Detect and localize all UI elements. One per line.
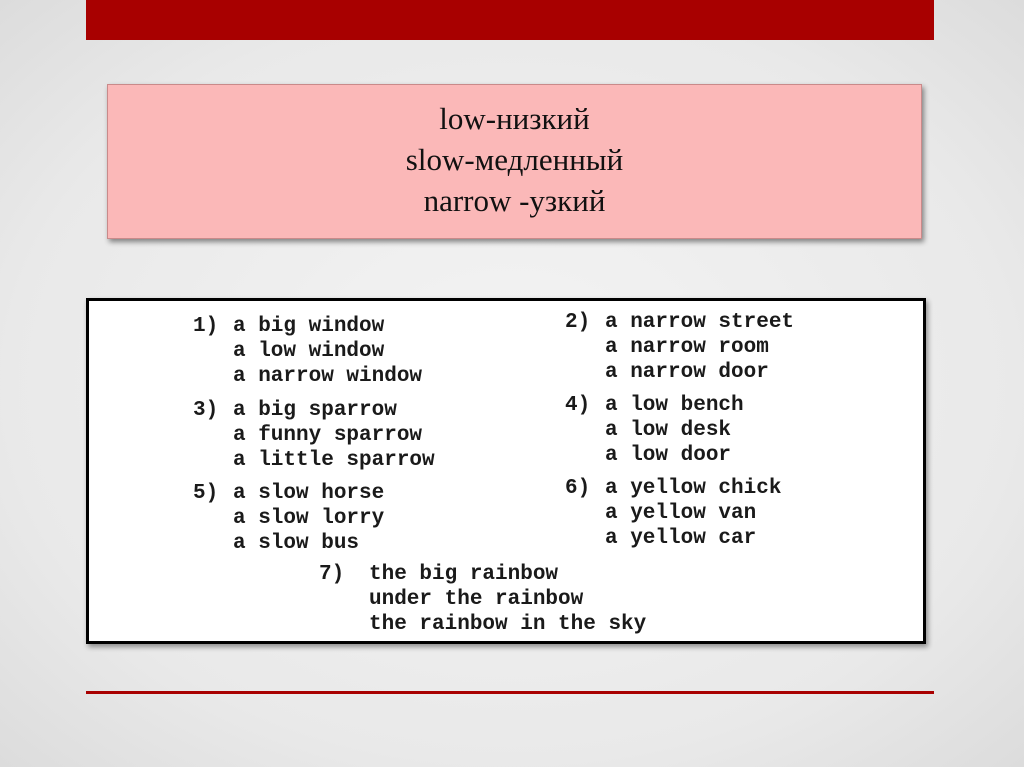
phrase: a big sparrow <box>233 399 397 422</box>
exercise-group-6 <box>565 476 781 551</box>
phrase: a narrow door <box>605 361 769 384</box>
phrase: a funny sparrow <box>233 424 423 447</box>
phrase: the rainbow in the sky <box>369 613 647 636</box>
phrase: a narrow window <box>233 365 423 388</box>
phrase: a slow bus <box>233 532 360 555</box>
phrase: a little sparrow <box>233 449 435 472</box>
group-number: 7) <box>319 563 345 586</box>
group-number: 6) <box>565 477 591 500</box>
group-number: 4) <box>565 394 591 417</box>
exercise-group-4 <box>565 393 744 468</box>
group-number: 5) <box>193 482 219 505</box>
phrase: a slow horse <box>233 482 385 505</box>
phrase: a narrow room <box>605 336 769 359</box>
exercise-group-1 <box>193 314 422 389</box>
phrase: a yellow chick <box>605 477 782 500</box>
phrase: a low bench <box>605 394 744 417</box>
exercise-group-5 <box>193 481 384 556</box>
phrase: a low window <box>233 340 385 363</box>
exercise-group-2 <box>565 310 794 385</box>
phrase: a low door <box>605 444 732 467</box>
top-accent-bar <box>86 0 934 40</box>
group-number: 2) <box>565 311 591 334</box>
exercise-box <box>86 298 926 644</box>
phrase: a yellow car <box>605 527 757 550</box>
exercise-group-7 <box>319 562 646 637</box>
phrase: a yellow van <box>605 502 757 525</box>
phrase: a slow lorry <box>233 507 385 530</box>
phrase: a narrow street <box>605 311 795 334</box>
vocab-line-slow: slow-медленный <box>405 142 624 177</box>
group-number: 1) <box>193 315 219 338</box>
vocab-line-low: low-низкий <box>439 101 590 136</box>
bottom-divider <box>86 691 934 694</box>
phrase: a low desk <box>605 419 732 442</box>
phrase: a big window <box>233 315 385 338</box>
phrase: under the rainbow <box>369 588 584 611</box>
vocab-line-narrow: narrow -узкий <box>423 183 606 218</box>
vocabulary-box <box>107 84 922 239</box>
exercise-group-3 <box>193 398 435 473</box>
group-number: 3) <box>193 399 219 422</box>
phrase: the big rainbow <box>369 563 559 586</box>
